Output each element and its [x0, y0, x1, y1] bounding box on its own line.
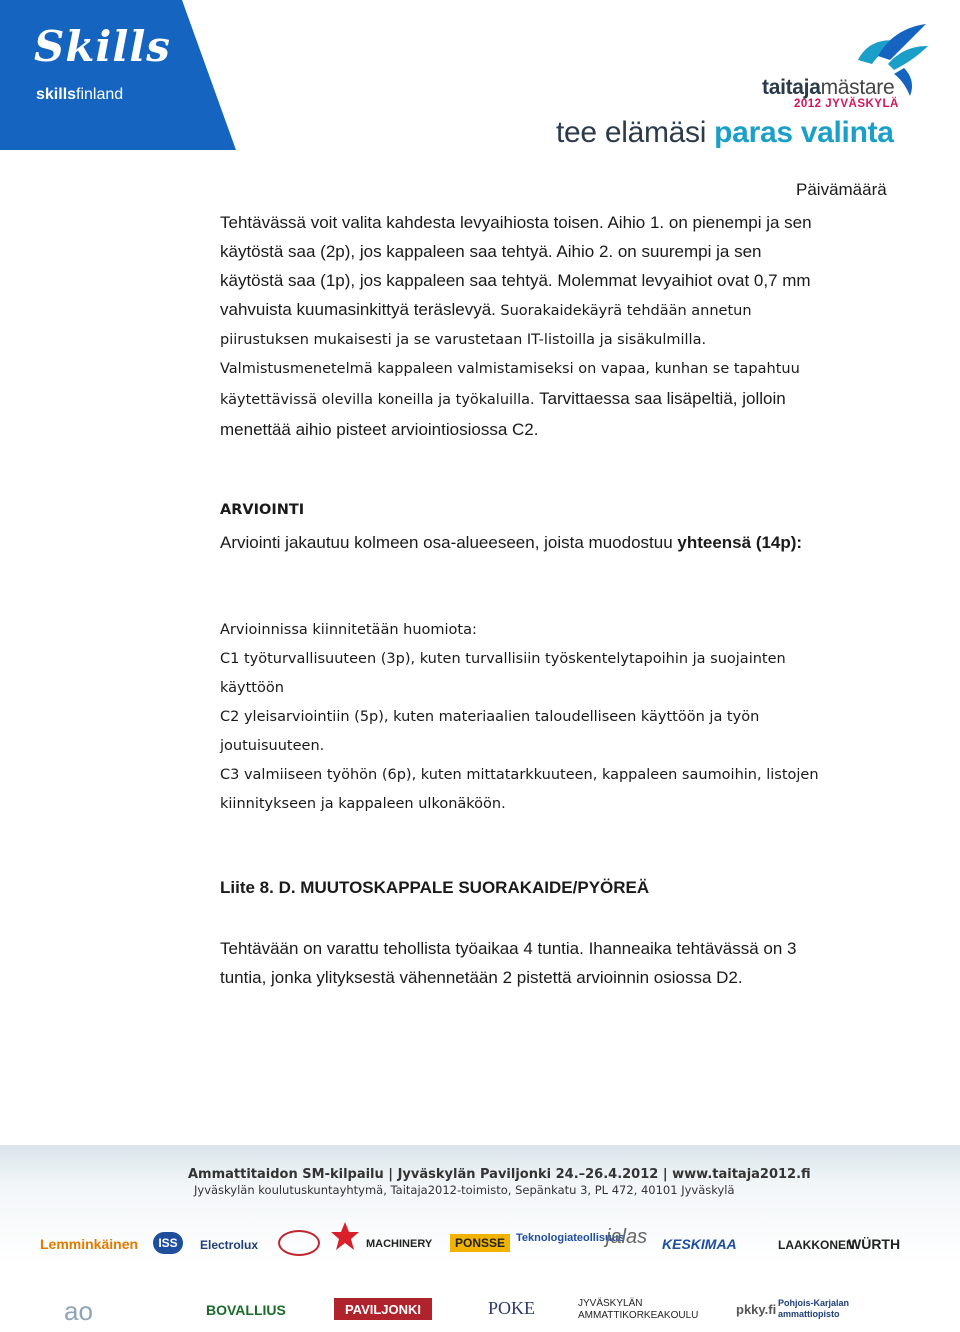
intro-paragraph	[220, 208, 820, 444]
sponsor-logo-radio-icon	[330, 1220, 360, 1254]
sponsor-logo-badge-red	[278, 1230, 320, 1256]
sponsor-logo-teknologiateollisuus: Teknologiateollisuus	[516, 1232, 625, 1244]
slogan-plain: tee elämäsi	[556, 116, 715, 149]
sponsor-logo-wurth: WÜRTH	[848, 1236, 901, 1252]
sponsor-logo-ao: ao	[64, 1296, 93, 1326]
footer-address-line: Jyväskylän koulutuskuntayhtymä, Taitaja2012-toimisto, Sepänkatu 3, PL 472, 40101 Jyväskylä	[194, 1183, 735, 1197]
taitajamastare-wordmark	[762, 76, 894, 100]
slogan	[556, 116, 894, 150]
criteria-item: C3 valmiiseen työhön (6p), kuten mittatarkkuuteen, kappaleen saumoihin, listojen kiinnitykseen ja kappaleen ulkonäköön.	[220, 767, 819, 812]
intro-part2: Suorakaidekäyrä tehdään annetun piirustuksen mukaisesti ja se varustetaan IT-listoilla ja sisäkulmilla. Valmistusmenetelmä kappaleen valmistamiseksi on vapaa, kunhan se tapahtuu käytettävissä olevilla koneilla ja työkaluilla.	[220, 303, 800, 408]
time-paragraph: Tehtävään on varattu tehollista työaikaa 4 tuntia. Ihanneaika tehtävässä on 3 tuntia, jonka ylityksestä vähennetään 2 pistettä arvioinnin osiossa D2.	[220, 939, 797, 987]
skills-sub-rest: finland	[76, 86, 124, 103]
sponsor-logo-pkky: pkky.fi	[736, 1302, 777, 1317]
footer-event-line: Ammattitaidon SM-kilpailu | Jyväskylän Paviljonki 24.–26.4.2012 | www.taitaja2012.fi	[188, 1167, 811, 1182]
criteria-list	[220, 616, 820, 819]
sponsor-logo-poke: POKE	[488, 1298, 536, 1318]
mastare-part: mästare	[820, 76, 895, 99]
sponsor-logo-paviljonki	[334, 1298, 432, 1320]
sponsor-logo-jalas: jalas	[606, 1226, 648, 1248]
criteria-intro: Arvioinnissa kiinnitetään huomiota:	[220, 622, 477, 638]
sponsor-logo-iss	[153, 1232, 183, 1254]
iss-label: ISS	[158, 1236, 178, 1250]
paviljonki-label: PAVILJONKI	[344, 1301, 422, 1317]
sponsor-logo-keskimaa: KESKIMAA	[662, 1236, 737, 1252]
taitaja-year-label: 2012 JYVÄSKYLÄ	[794, 98, 899, 110]
ponsse-label: PONSSE	[454, 1236, 505, 1250]
arviointi-heading: ARVIOINTI	[220, 502, 305, 518]
sponsor-logo-ponsse	[450, 1234, 510, 1252]
sponsor-logo-lemminkainen: Lemminkäinen	[40, 1236, 139, 1252]
taitaja-part: taitaja	[762, 76, 821, 99]
sponsor-logo-jamk: JYVÄSKYLÄN AMMATTIKORKEAKOULU	[578, 1298, 699, 1321]
intro-part1: Tehtävässä voit valita kahdesta levyaihiosta toisen. Aihio 1. on pienempi ja sen käytöstä saa (2p), jos kappaleen saa tehtyä. Aihio 2. on suurempi ja sen käytöstä saa (1p), jos kappaleen saa tehtyä. Molemmat levyaihiot ovat 0,7 mm vahvuista kuumasinkittyä teräslevyä.	[220, 213, 812, 319]
arviointi-text	[220, 528, 820, 557]
sponsor-logo-machinery: MACHINERY	[366, 1238, 433, 1250]
arviointi-text-main: Arviointi jakautuu kolmeen osa-alueeseen, joista muodostuu	[220, 533, 678, 552]
date-label: Päivämäärä	[796, 180, 887, 199]
radio-star-icon	[330, 1220, 360, 1254]
criteria-item: C1 työturvallisuuteen (3p), kuten turvallisiin työskentelytapoihin ja suojainten käyttöön	[220, 651, 786, 696]
liite-heading: Liite 8. D. MUUTOSKAPPALE SUORAKAIDE/PYÖREÄ	[220, 878, 650, 897]
sponsor-logo-pohjois-karjalan: Pohjois-Karjalan ammattiopisto	[778, 1298, 850, 1319]
sponsor-logo-electrolux: Electrolux	[200, 1238, 259, 1252]
arviointi-total: yhteensä (14p):	[677, 533, 803, 552]
sponsor-logo-laakkonen: LAAKKONEN	[778, 1238, 855, 1252]
sponsor-logo-bovallius: BOVALLIUS	[206, 1302, 286, 1318]
intro-part3: Tarvittaessa saa lisäpeltiä, jolloin menettää aihio pisteet arviointiosiossa C2.	[220, 389, 786, 439]
skills-finland-subtitle	[36, 86, 123, 104]
criteria-item: C2 yleisarviointiin (5p), kuten materiaalien taloudelliseen käyttöön ja työn joutuisuuteen.	[220, 709, 760, 754]
skills-logo-wordmark: Skills	[34, 22, 171, 71]
skills-sub-bold: skills	[36, 86, 77, 103]
slogan-accent: paras valinta	[714, 116, 894, 149]
